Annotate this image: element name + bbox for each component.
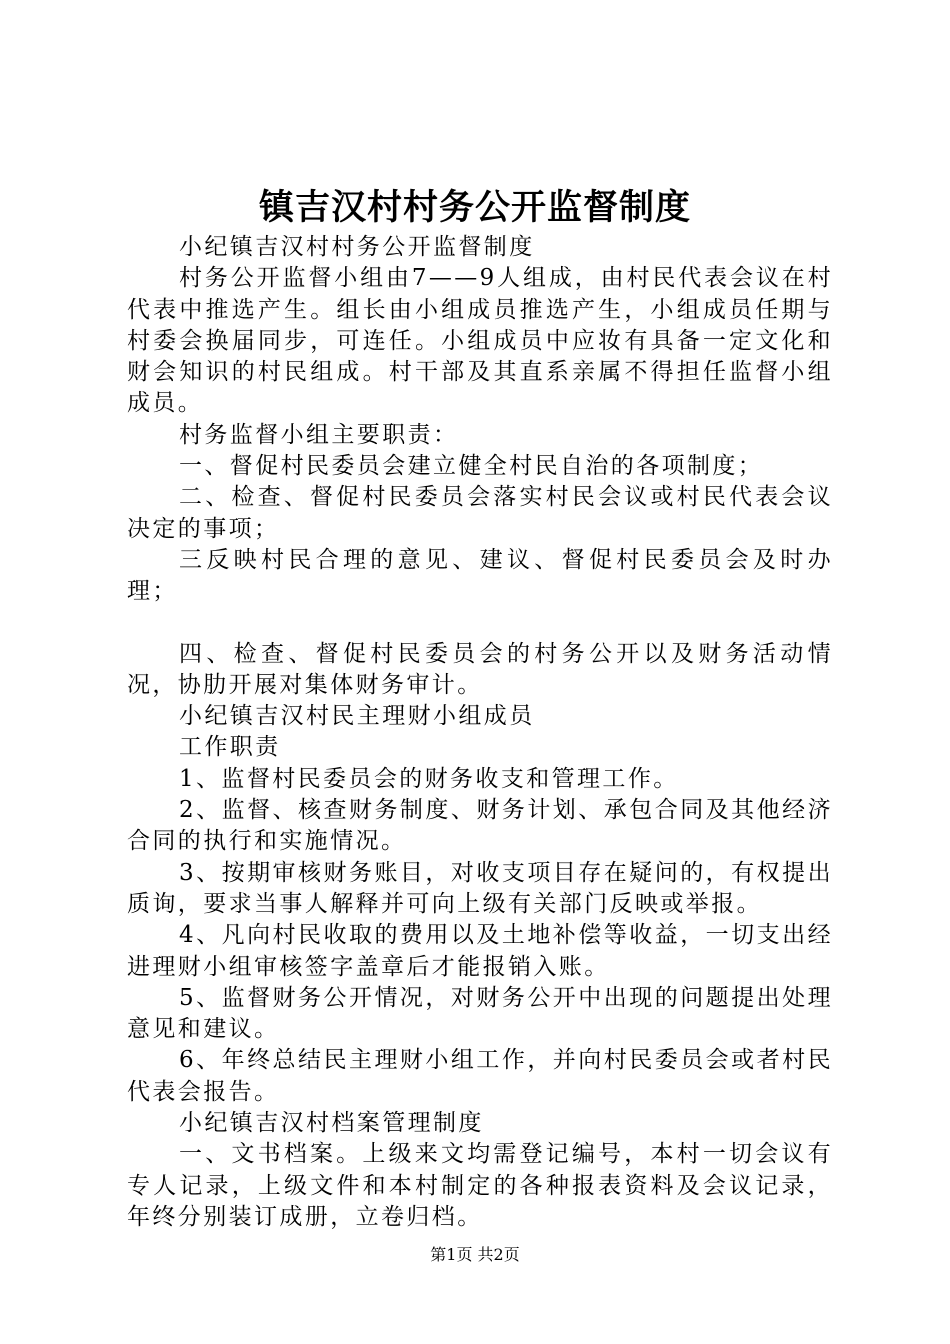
- paragraph-duties-heading: 村务监督小组主要职责：: [179, 421, 459, 448]
- paragraph-duty-3: 三反映村民合理的意见、建议、督促村民委员会及时办理；: [127, 546, 833, 605]
- paragraph-finance-item-3: 3、按期审核财务账目，对收支项目存在疑问的，有权提出质询，要求当事人解释并可向上级有关部门反映或举报。: [127, 859, 833, 917]
- paragraph-doc-subtitle: 小纪镇吉汉村村务公开监督制度: [179, 234, 535, 260]
- paragraph-duty-2: 二、检查、督促村民委员会落实村民会议或村民代表会议决定的事项；: [127, 484, 833, 542]
- paragraph-finance-item-5: 5、监督财务公开情况，对财务公开中出现的问题提出处理意见和建议。: [127, 984, 833, 1043]
- paragraph-finance-item-4: 4、凡向村民收取的费用以及土地补偿等收益，一切支出经进理财小组审核签字盖章后才能报销入账。: [127, 922, 833, 980]
- paragraph-finance-item-2: 2、监督、核查财务制度、财务计划、承包合同及其他经济合同的执行和实施情况。: [127, 797, 833, 855]
- paragraph-finance-item-1: 1、监督村民委员会的财务收支和管理工作。: [179, 765, 679, 792]
- paragraph-finance-item-6: 6、年终总结民主理财小组工作，并向村民委员会或者村民代表会报告。: [127, 1047, 833, 1105]
- document-title: 镇吉汉村村务公开监督制度: [258, 187, 691, 228]
- paragraph-work-duties-heading: 工作职责: [179, 734, 281, 761]
- paragraph-duty-1: 一、督促村民委员会建立健全村民自治的各项制度；: [179, 453, 764, 480]
- paragraph-group-composition: 村务公开监督小组由7——9人组成，由村民代表会议在村代表中推选产生。组长由小组成员推选产生，小组成员任期与村委会换届同步，可连任。小组成员中应妆有具备一定文化和财会知识的村民组成。村干部及其直系亲属不得担任监督小组成员。: [127, 265, 833, 417]
- document-body: [127, 232, 833, 1233]
- paragraph-duty-4: 四、检查、督促村民委员会的村务公开以及财务活动情况，协肋开展对集体财务审计。: [127, 640, 833, 698]
- paragraph-archive-heading: 小纪镇吉汉村档案管理制度: [179, 1110, 484, 1137]
- paragraph-archive-item-1: 一、文书档案。上级来文均需登记编号，本村一切会议有专人记录，上级文件和本村制定的各种报表资料及会议记录，年终分别装订成册，立卷归档。: [127, 1141, 833, 1230]
- page-number-footer: 第1页 共2页: [430, 1245, 520, 1264]
- paragraph-finance-group-heading: 小纪镇吉汉村民主理财小组成员: [179, 703, 535, 730]
